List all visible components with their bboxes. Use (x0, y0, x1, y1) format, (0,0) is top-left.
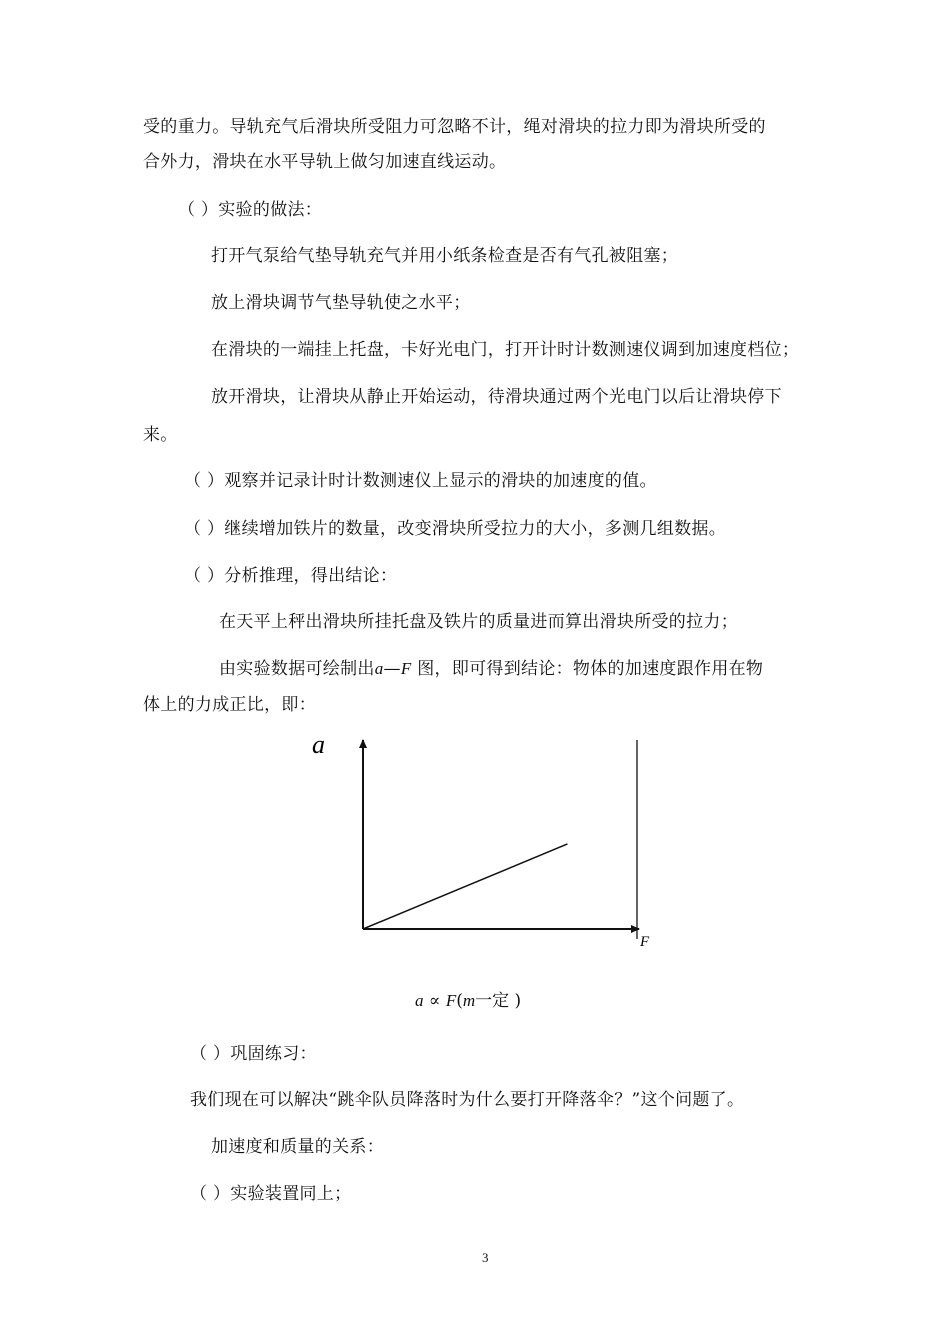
section-heading: （ ）继续增加铁片的数量，改变滑块所受拉力的大小，多测几组数据。 (184, 519, 727, 539)
conclusion-line-2: 体上的力成正比，即： (143, 695, 316, 715)
step-line: 打开气泵给气垫导轨充气并用小纸条检查是否有气孔被阻塞； (211, 246, 679, 266)
formula-m: m (462, 991, 476, 1010)
page-number: 3 (482, 1250, 489, 1265)
formula-a: a (415, 991, 424, 1010)
step-line: 放上滑块调节气垫导轨使之水平； (211, 293, 471, 313)
conclusion-line (219, 658, 763, 680)
section-heading: （ ）分析推理，得出结论： (184, 566, 398, 586)
section-heading: （ ）巩固练习： (190, 1044, 317, 1064)
formula-condition: 一定 (475, 991, 510, 1011)
paragraph-line: 我们现在可以解决“跳伞队员降落时为什么要打开降落伞？”这个问题了。 (190, 1090, 745, 1110)
paragraph-line: 受的重力。导轨充气后滑块所受阻力可忽略不计，绳对滑块的拉力即为滑块所受的 (143, 117, 766, 137)
step-line: 来。 (143, 425, 178, 445)
step-line: 在天平上秤出滑块所挂托盘及铁片的质量进而算出滑块所受的拉力； (219, 612, 738, 632)
formula-paren: ) (514, 991, 522, 1011)
section-heading: （ ）实验装置同上； (190, 1184, 352, 1204)
a-F-graph (300, 726, 680, 956)
step-line: 在滑块的一端挂上托盘，卡好光电门，打开计时计数测速仪调到加速度档位； (211, 340, 800, 360)
conclusion-text: 图，即可得到结论：物体的加速度跟作用在物 (411, 659, 764, 679)
dash: — (383, 659, 401, 679)
step-line: 放开滑块，让滑块从静止开始运动，待滑块通过两个光电门以后让滑块停下 (211, 387, 782, 407)
y-axis-label: a (312, 730, 325, 759)
var-F: F (400, 659, 412, 678)
proportionality-formula (415, 990, 521, 1012)
proportional-line (363, 844, 567, 929)
x-axis-label: F (640, 934, 650, 950)
proportional-symbol: ∝ (428, 991, 441, 1011)
formula-paren: ( (456, 991, 463, 1011)
section-heading: （ ）实验的做法： (178, 200, 323, 220)
formula-F: F (445, 991, 457, 1010)
conclusion-text: 由实验数据可绘制出 (219, 659, 375, 679)
paragraph-line: 加速度和质量的关系： (211, 1137, 384, 1157)
section-heading: （ ）观察并记录计时计数测速仪上显示的滑块的加速度的值。 (184, 471, 657, 491)
paragraph-line: 合外力，滑块在水平导轨上做匀加速直线运动。 (143, 152, 507, 172)
var-a: a (374, 659, 384, 678)
